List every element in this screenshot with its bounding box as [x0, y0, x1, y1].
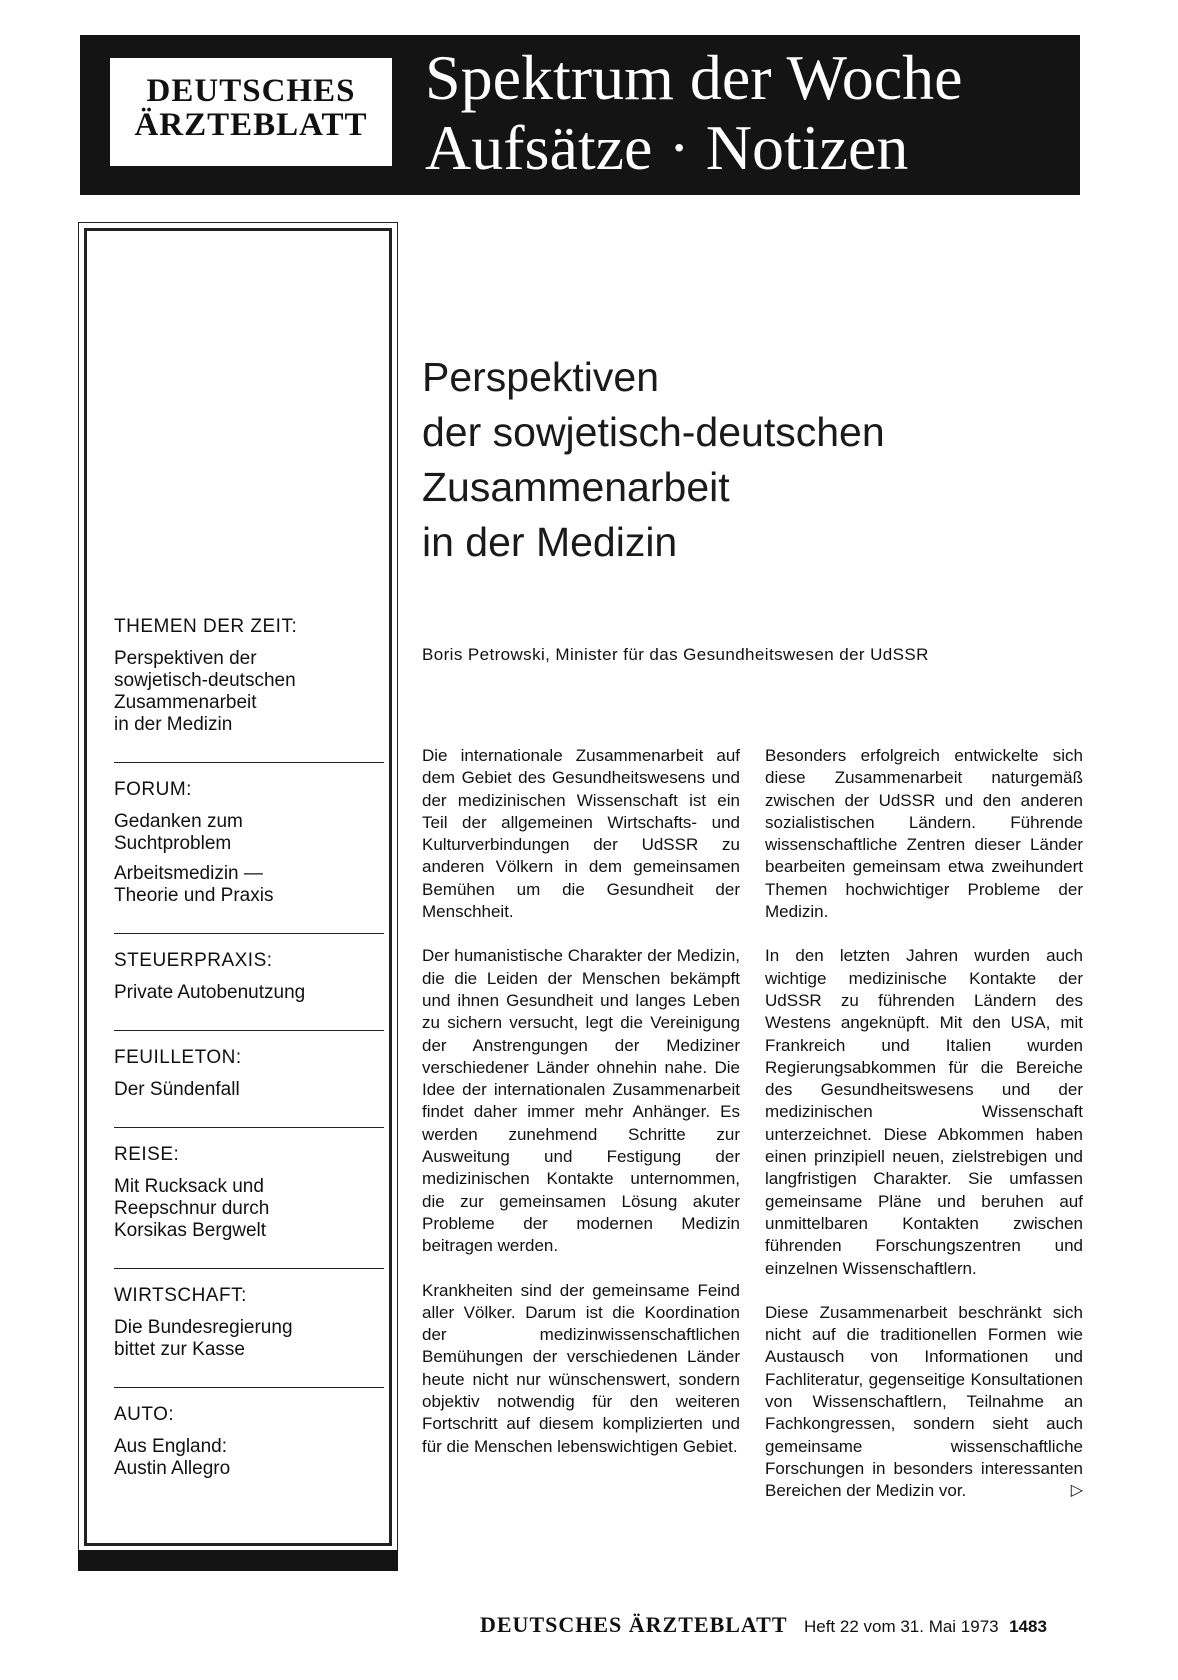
toc-entry[interactable]: Perspektiven der sowjetisch-deutschen Zusammenarbeit in der Medizin — [114, 648, 296, 735]
toc-category: REISE: — [114, 1144, 180, 1165]
table-of-contents — [114, 616, 384, 1506]
toc-section-forum — [114, 763, 384, 934]
page-footer — [480, 1612, 1047, 1638]
contents-sidebar-frame — [84, 228, 392, 1546]
article-paragraph: In den letzten Jahren wurden auch wichtige medizinische Kontakte der UdSSR zu führenden Ländern des Westens angeknüpft. Mit den USA, mit Frankreich und Italien wurden Regierungsabkommen für die Bereiche des Gesundheitswesens und der medizinischen Wissenschaft unterzeichnet. Diese Abkommen haben einen prinzipiell neuen, zielstrebigen und langfristigen Charakter. Sie umfassen gemeinsame Pläne und beruhen auf unmittelbaren Kontakten zwischen führenden Forschungszentren und einzelnen Wissenschaftlern. — [765, 946, 1083, 1278]
section-title — [425, 43, 963, 183]
article-column-left — [422, 745, 740, 1458]
logo-line-1: DEUTSCHES — [146, 73, 356, 109]
masthead-banner — [80, 35, 1080, 195]
toc-category: FORUM: — [114, 779, 192, 800]
toc-section-steuerpraxis — [114, 934, 384, 1031]
toc-section-feuilleton — [114, 1031, 384, 1128]
logo-line-2: ÄRZTEBLATT — [134, 107, 368, 143]
footer-issue: Heft 22 vom 31. Mai 1973 — [803, 1617, 999, 1636]
toc-category: THEMEN DER ZEIT: — [114, 616, 298, 637]
article-author: Boris Petrowski, Minister für das Gesundheitswesen der UdSSR — [422, 645, 929, 664]
toc-category: WIRTSCHAFT: — [114, 1285, 247, 1306]
toc-entry[interactable]: Die Bundesregierung bittet zur Kasse — [114, 1317, 293, 1360]
article-title: Perspektiven der sowjetisch-deutschen Zusammenarbeit in der Medizin — [422, 354, 885, 565]
toc-category: FEUILLETON: — [114, 1047, 242, 1068]
article-column-right — [765, 745, 1083, 1503]
section-title-line-2: Aufsätze · Notizen — [425, 112, 909, 183]
journal-logo — [110, 58, 392, 166]
footer-journal-logo: DEUTSCHES ÄRZTEBLATT — [480, 1612, 788, 1637]
toc-entry[interactable]: Gedanken zum Suchtproblem — [114, 811, 243, 854]
continue-arrow-icon: ▷ — [1070, 1482, 1083, 1500]
sidebar-bottom-bar — [78, 1550, 398, 1571]
contents-sidebar — [78, 222, 398, 1552]
toc-section-themen — [114, 616, 384, 763]
article-paragraph: Der humanistische Charakter der Medizin, die die Leiden der Menschen bekämpft und ihnen Gesundheit und langes Leben zu sichern versucht, legt die Vereinigung der Anstrengungen der Mediziner verschiedener Länder ohnehin nahe. Die Idee der internationalen Zusammenarbeit findet daher immer mehr Anhänger. Es werden zunehmend Schritte zur Ausweitung und Festigung der medizinischen Kontakte unternommen, die zur gemeinsamen Lösung akuter Probleme der modernen Medizin beitragen werden. — [422, 946, 740, 1256]
toc-section-wirtschaft — [114, 1269, 384, 1388]
article-paragraph: Krankheiten sind der gemeinsame Feind aller Völker. Darum ist die Koordination der medizinwissenschaftlichen Bemühungen der verschiedenen Länder heute nicht nur wünschenswert, sondern objektiv notwendig für den weiteren Fortschritt auf diesem komplizierten und für die Menschen lebenswichtigen Gebiet. — [422, 1280, 740, 1456]
article-paragraph: Besonders erfolgreich entwickelte sich diese Zusammenarbeit naturgemäß zwischen der UdSSR und den anderen sozialistischen Ländern. Führende wissenschaftliche Zentren dieser Länder bearbeiten gemeinsam etwa zweihundert Themen hochwichtiger Probleme der Medizin. — [765, 746, 1083, 922]
toc-section-reise — [114, 1128, 384, 1269]
article-paragraph: Die internationale Zusammenarbeit auf dem Gebiet des Gesundheitswesens und der medizinischen Wissenschaft ist ein Teil der allgemeinen Wirtschafts- und Kulturverbindungen der UdSSR zu anderen Völkern in dem gemeinsamen Bemühen um die Gesundheit der Menschheit. — [422, 746, 740, 922]
article-paragraph-last — [765, 1302, 1083, 1503]
page-number: 1483 — [1009, 1617, 1047, 1636]
article-paragraph-text: Diese Zusammenarbeit beschränkt sich nicht auf die traditionellen Formen wie Austausch von Informationen und Fachliteratur, gegenseitige Konsultationen von Wissenschaftlern, Teilnahme an Fachkongressen, sondern sieht auch gemeinsame wissenschaftliche Forschungen in besonders interessanten Bereichen der Medizin vor. — [765, 1302, 1083, 1501]
toc-entry[interactable]: Der Sündenfall — [114, 1079, 240, 1100]
toc-entry[interactable]: Mit Rucksack und Reepschnur durch Korsikas Bergwelt — [114, 1176, 270, 1241]
toc-category: AUTO: — [114, 1404, 175, 1425]
toc-entry[interactable]: Arbeitsmedizin — Theorie und Praxis — [114, 863, 274, 906]
toc-category: STEUERPRAXIS: — [114, 950, 273, 971]
section-title-line-1: Spektrum der Woche — [425, 42, 963, 113]
toc-entry[interactable]: Private Autobenutzung — [114, 982, 306, 1003]
toc-section-auto — [114, 1388, 384, 1506]
toc-entry[interactable]: Aus England: Austin Allegro — [114, 1436, 231, 1479]
